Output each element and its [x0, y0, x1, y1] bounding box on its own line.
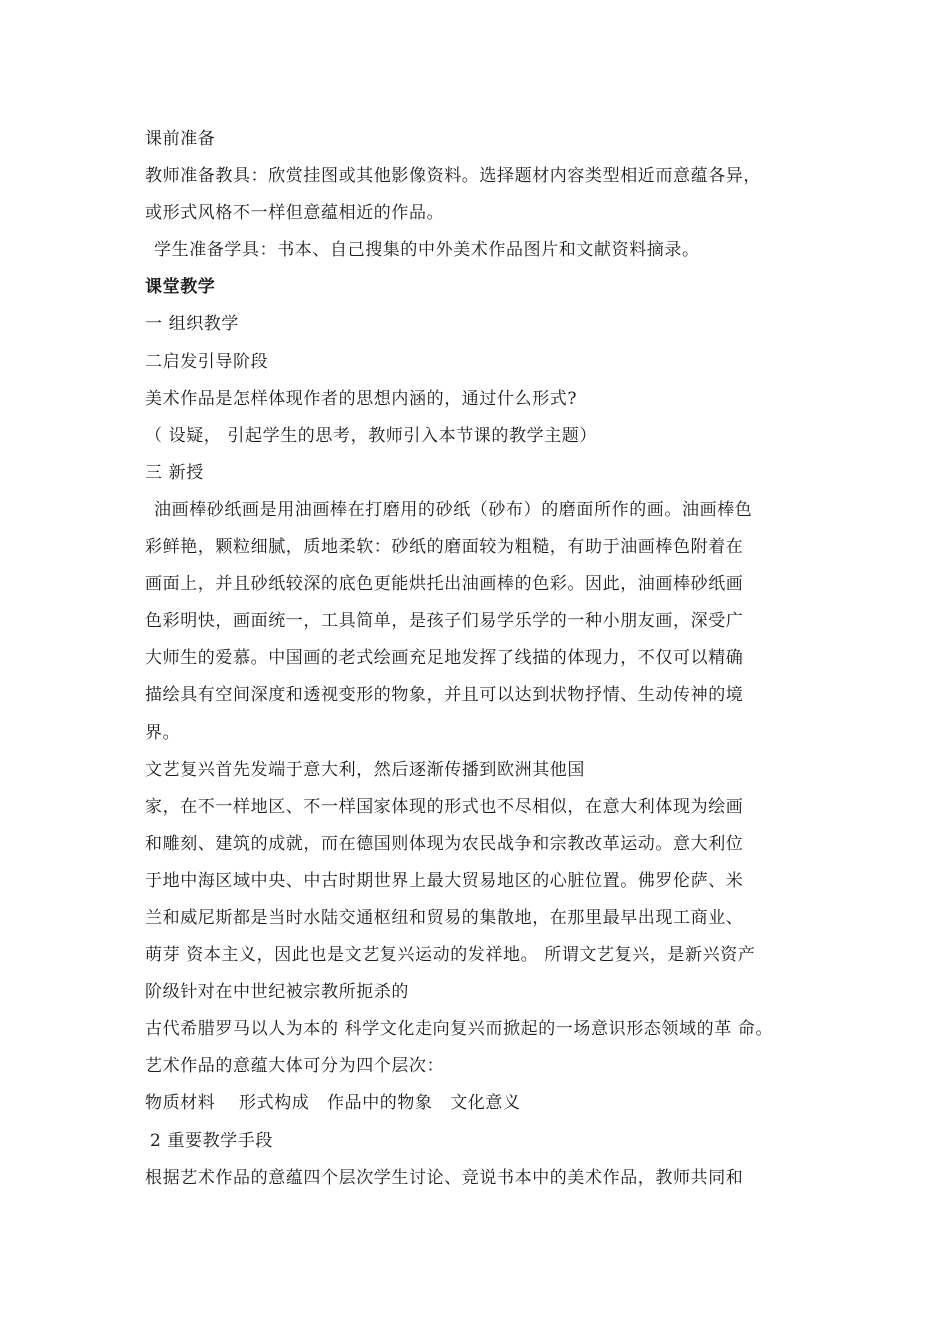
paragraph-line: 界。 [145, 722, 181, 743]
paragraph-line: 美术作品是怎样体现作者的思想内涵的，通过什么形式? [145, 388, 578, 409]
section-heading: 三 新授 [145, 462, 204, 483]
paragraph-line: 彩鲜艳，颗粒细腻，质地柔软：砂纸的磨面较为粗糙，有助于油画棒色附着在 [145, 537, 744, 558]
heading-preparation: 课前准备 [145, 129, 216, 149]
paragraph-line: 于地中海区域中央、中古时期世界上最大贸易地区的心脏位置。佛罗伦萨、米 [145, 870, 744, 891]
levels-list: 物质材料 形式构成 作品中的物象 文化意义 [145, 1093, 521, 1114]
paragraph-line: 根据艺术作品的意蕴四个层次学生讨论、竞说书本中的美术作品，教师共同和 [145, 1167, 744, 1188]
paragraph-line: 艺术作品的意蕴大体可分为四个层次： [145, 1056, 445, 1077]
paragraph-line: 家，在不一样地区、不一样国家体现的形式也不尽相似，在意大利体现为绘画 [145, 796, 744, 817]
paragraph-line: 色彩明快，画面统一，工具简单，是孩子们易学乐学的一种小朋友画，深受广 [145, 611, 744, 632]
paragraph-line: 古代希腊罗马以人为本的 科学文化走向复兴而掀起的一场意识形态领域的革 命。 [145, 1019, 774, 1040]
paragraph-line: 画面上，并且砂纸较深的底色更能烘托出油画棒的色彩。因此，油画棒砂纸画 [145, 574, 744, 595]
paragraph-line: 大师生的爱慕。中国画的老式绘画充足地发挥了线描的体现力，不仅可以精确 [145, 648, 744, 669]
paragraph-line: 文艺复兴首先发端于意大利，然后逐渐传播到欧洲其他国 [145, 759, 585, 780]
paragraph-line: 教师准备教具：欣赏挂图或其他影像资料。选择题材内容类型相近而意蕴各异， [145, 166, 761, 187]
paragraph-line: 描绘具有空间深度和透视变形的物象，并且可以达到状物抒情、生动传神的境 [145, 685, 744, 706]
paragraph-line: 学生准备学具：书本、自己搜集的中外美术作品图片和文献资料摘录。 [154, 240, 700, 261]
paragraph-line: 油画棒砂纸画是用油画棒在打磨用的砂纸（砂布）的磨面所作的画。油画棒色 [154, 499, 753, 520]
heading-classroom-teaching: 课堂教学 [145, 277, 216, 298]
section-heading: 二启发引导阶段 [145, 351, 269, 372]
paragraph-line: 兰和威尼斯都是当时水陆交通枢纽和贸易的集散地，在那里最早出现工商业、 [145, 907, 744, 928]
paragraph-line: （ 设疑， 引起学生的思考，教师引入本节课的教学主题） [145, 425, 598, 446]
section-heading: 一 组织教学 [145, 314, 240, 335]
paragraph-line: 阶级针对在中世纪被宗教所扼杀的 [145, 982, 409, 1003]
paragraph-line: 或形式风格不一样但意蕴相近的作品。 [145, 203, 445, 224]
paragraph-line: 和雕刻、建筑的成就，而在德国则体现为农民战争和宗教改革运动。意大利位 [145, 833, 744, 854]
document-body [145, 121, 825, 1197]
paragraph-line: 萌芽 资本主义，因此也是文艺复兴运动的发祥地。 所谓文艺复兴，是新兴资产 [145, 945, 756, 966]
section-heading: 2 重要教学手段 [150, 1130, 274, 1151]
